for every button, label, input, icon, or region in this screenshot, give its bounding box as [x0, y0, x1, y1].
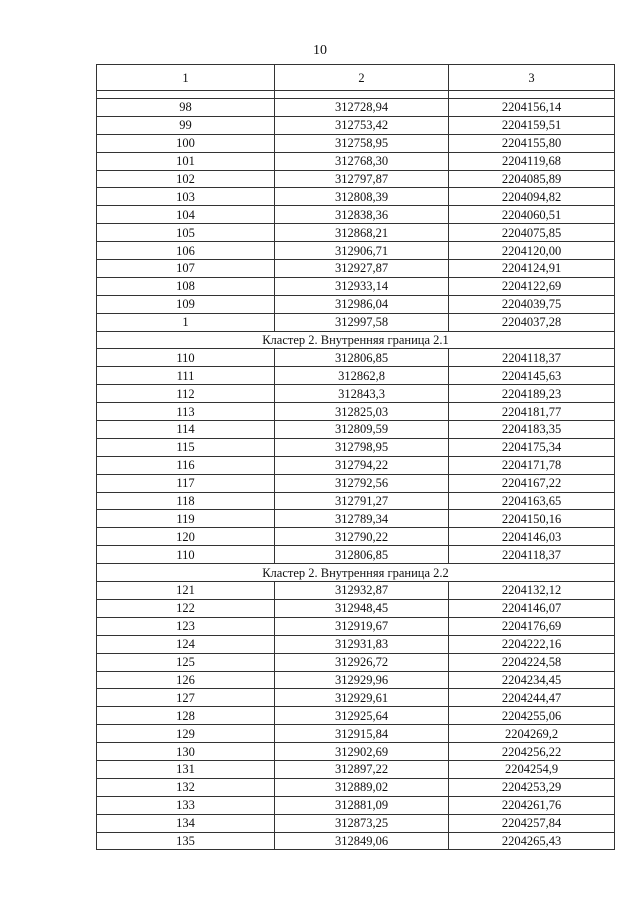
table-row [97, 385, 615, 403]
y-coordinate-cell: 2204075,85 [449, 224, 615, 242]
x-coordinate-cell: 312881,09 [275, 796, 449, 814]
section-title: Кластер 2. Внутренняя граница 2.2 [97, 564, 615, 582]
point-number-cell: 115 [97, 438, 275, 456]
point-number-cell: 132 [97, 778, 275, 796]
x-coordinate-cell: 312986,04 [275, 295, 449, 313]
table-row [97, 438, 615, 456]
table-row [97, 295, 615, 313]
y-coordinate-cell: 2204176,69 [449, 617, 615, 635]
y-coordinate-cell: 2204119,68 [449, 152, 615, 170]
table-row [97, 170, 615, 188]
point-number-cell: 128 [97, 707, 275, 725]
point-number-cell: 104 [97, 206, 275, 224]
y-coordinate-cell: 2204150,16 [449, 510, 615, 528]
point-number-cell: 125 [97, 653, 275, 671]
point-number-cell: 107 [97, 260, 275, 278]
spacer-cell [275, 91, 449, 99]
x-coordinate-cell: 312862,8 [275, 367, 449, 385]
table-row [97, 474, 615, 492]
section-title: Кластер 2. Внутренняя граница 2.1 [97, 331, 615, 349]
x-coordinate-cell: 312897,22 [275, 760, 449, 778]
y-coordinate-cell: 2204118,37 [449, 546, 615, 564]
y-coordinate-cell: 2204224,58 [449, 653, 615, 671]
y-coordinate-cell: 2204234,45 [449, 671, 615, 689]
point-number-cell: 127 [97, 689, 275, 707]
y-coordinate-cell: 2204156,14 [449, 99, 615, 117]
point-number-cell: 126 [97, 671, 275, 689]
table-row [97, 725, 615, 743]
x-coordinate-cell: 312925,64 [275, 707, 449, 725]
x-coordinate-cell: 312873,25 [275, 814, 449, 832]
table-row [97, 99, 615, 117]
table-row [97, 832, 615, 850]
y-coordinate-cell: 2204265,43 [449, 832, 615, 850]
x-coordinate-cell: 312806,85 [275, 546, 449, 564]
section-title-row [97, 331, 615, 349]
x-coordinate-cell: 312906,71 [275, 242, 449, 260]
y-coordinate-cell: 2204175,34 [449, 438, 615, 456]
x-coordinate-cell: 312931,83 [275, 635, 449, 653]
x-coordinate-cell: 312758,95 [275, 134, 449, 152]
table-row [97, 206, 615, 224]
y-coordinate-cell: 2204155,80 [449, 134, 615, 152]
x-coordinate-cell: 312929,96 [275, 671, 449, 689]
point-number-cell: 116 [97, 456, 275, 474]
table-row [97, 492, 615, 510]
table-row [97, 671, 615, 689]
x-coordinate-cell: 312728,94 [275, 99, 449, 117]
point-number-cell: 1 [97, 313, 275, 331]
section-title-row [97, 564, 615, 582]
table-row [97, 152, 615, 170]
y-coordinate-cell: 2204146,07 [449, 599, 615, 617]
point-number-cell: 103 [97, 188, 275, 206]
y-coordinate-cell: 2204222,16 [449, 635, 615, 653]
y-coordinate-cell: 2204255,06 [449, 707, 615, 725]
point-number-cell: 98 [97, 99, 275, 117]
y-coordinate-cell: 2204120,00 [449, 242, 615, 260]
y-coordinate-cell: 2204256,22 [449, 743, 615, 761]
point-number-cell: 106 [97, 242, 275, 260]
x-coordinate-cell: 312768,30 [275, 152, 449, 170]
x-coordinate-cell: 312753,42 [275, 116, 449, 134]
y-coordinate-cell: 2204171,78 [449, 456, 615, 474]
x-coordinate-cell: 312806,85 [275, 349, 449, 367]
table-row [97, 367, 615, 385]
y-coordinate-cell: 2204261,76 [449, 796, 615, 814]
table-row [97, 689, 615, 707]
table-row [97, 743, 615, 761]
x-coordinate-cell: 312933,14 [275, 277, 449, 295]
x-coordinate-cell: 312932,87 [275, 582, 449, 600]
x-coordinate-cell: 312798,95 [275, 438, 449, 456]
point-number-cell: 100 [97, 134, 275, 152]
coordinates-table [96, 64, 615, 850]
x-coordinate-cell: 312808,39 [275, 188, 449, 206]
table-row [97, 188, 615, 206]
column-header-y: 3 [449, 65, 615, 91]
y-coordinate-cell: 2204145,63 [449, 367, 615, 385]
x-coordinate-cell: 312843,3 [275, 385, 449, 403]
point-number-cell: 134 [97, 814, 275, 832]
table-row [97, 116, 615, 134]
point-number-cell: 109 [97, 295, 275, 313]
y-coordinate-cell: 2204060,51 [449, 206, 615, 224]
table-row [97, 814, 615, 832]
table-row [97, 707, 615, 725]
table-row [97, 349, 615, 367]
point-number-cell: 130 [97, 743, 275, 761]
point-number-cell: 120 [97, 528, 275, 546]
x-coordinate-cell: 312789,34 [275, 510, 449, 528]
x-coordinate-cell: 312794,22 [275, 456, 449, 474]
table-row [97, 635, 615, 653]
y-coordinate-cell: 2204039,75 [449, 295, 615, 313]
y-coordinate-cell: 2204159,51 [449, 116, 615, 134]
point-number-cell: 111 [97, 367, 275, 385]
spacer-cell [449, 91, 615, 99]
x-coordinate-cell: 312825,03 [275, 403, 449, 421]
y-coordinate-cell: 2204037,28 [449, 313, 615, 331]
x-coordinate-cell: 312868,21 [275, 224, 449, 242]
table-row [97, 778, 615, 796]
x-coordinate-cell: 312948,45 [275, 599, 449, 617]
table-header-row [97, 65, 615, 91]
point-number-cell: 99 [97, 116, 275, 134]
point-number-cell: 118 [97, 492, 275, 510]
point-number-cell: 101 [97, 152, 275, 170]
y-coordinate-cell: 2204257,84 [449, 814, 615, 832]
point-number-cell: 110 [97, 349, 275, 367]
point-number-cell: 112 [97, 385, 275, 403]
y-coordinate-cell: 2204254,9 [449, 760, 615, 778]
x-coordinate-cell: 312790,22 [275, 528, 449, 546]
x-coordinate-cell: 312997,58 [275, 313, 449, 331]
point-number-cell: 129 [97, 725, 275, 743]
table-row [97, 224, 615, 242]
y-coordinate-cell: 2204189,23 [449, 385, 615, 403]
table-row [97, 760, 615, 778]
point-number-cell: 123 [97, 617, 275, 635]
spacer-cell [97, 91, 275, 99]
column-header-x: 2 [275, 65, 449, 91]
x-coordinate-cell: 312792,56 [275, 474, 449, 492]
point-number-cell: 113 [97, 403, 275, 421]
point-number-cell: 102 [97, 170, 275, 188]
x-coordinate-cell: 312919,67 [275, 617, 449, 635]
x-coordinate-cell: 312927,87 [275, 260, 449, 278]
point-number-cell: 108 [97, 277, 275, 295]
point-number-cell: 121 [97, 582, 275, 600]
point-number-cell: 117 [97, 474, 275, 492]
table-row [97, 599, 615, 617]
table-row [97, 582, 615, 600]
table-row [97, 617, 615, 635]
point-number-cell: 122 [97, 599, 275, 617]
table-row [97, 456, 615, 474]
table-row [97, 653, 615, 671]
point-number-cell: 124 [97, 635, 275, 653]
y-coordinate-cell: 2204183,35 [449, 421, 615, 439]
x-coordinate-cell: 312929,61 [275, 689, 449, 707]
x-coordinate-cell: 312902,69 [275, 743, 449, 761]
table-row [97, 134, 615, 152]
point-number-cell: 135 [97, 832, 275, 850]
y-coordinate-cell: 2204146,03 [449, 528, 615, 546]
table-row [97, 242, 615, 260]
y-coordinate-cell: 2204244,47 [449, 689, 615, 707]
x-coordinate-cell: 312915,84 [275, 725, 449, 743]
y-coordinate-cell: 2204253,29 [449, 778, 615, 796]
table-row [97, 528, 615, 546]
y-coordinate-cell: 2204167,22 [449, 474, 615, 492]
point-number-cell: 133 [97, 796, 275, 814]
table-row [97, 546, 615, 564]
coordinates-table-body [97, 65, 615, 850]
y-coordinate-cell: 2204122,69 [449, 277, 615, 295]
table-row [97, 421, 615, 439]
x-coordinate-cell: 312797,87 [275, 170, 449, 188]
point-number-cell: 110 [97, 546, 275, 564]
x-coordinate-cell: 312838,36 [275, 206, 449, 224]
y-coordinate-cell: 2204269,2 [449, 725, 615, 743]
y-coordinate-cell: 2204124,91 [449, 260, 615, 278]
column-header-point: 1 [97, 65, 275, 91]
x-coordinate-cell: 312926,72 [275, 653, 449, 671]
page-number: 10 [313, 43, 327, 58]
table-row [97, 277, 615, 295]
x-coordinate-cell: 312809,59 [275, 421, 449, 439]
y-coordinate-cell: 2204094,82 [449, 188, 615, 206]
table-row [97, 260, 615, 278]
x-coordinate-cell: 312889,02 [275, 778, 449, 796]
y-coordinate-cell: 2204132,12 [449, 582, 615, 600]
y-coordinate-cell: 2204085,89 [449, 170, 615, 188]
point-number-cell: 119 [97, 510, 275, 528]
y-coordinate-cell: 2204181,77 [449, 403, 615, 421]
table-row [97, 796, 615, 814]
point-number-cell: 105 [97, 224, 275, 242]
point-number-cell: 131 [97, 760, 275, 778]
table-row [97, 313, 615, 331]
table-row [97, 510, 615, 528]
table-row [97, 403, 615, 421]
x-coordinate-cell: 312849,06 [275, 832, 449, 850]
y-coordinate-cell: 2204163,65 [449, 492, 615, 510]
header-spacer-row [97, 91, 615, 99]
y-coordinate-cell: 2204118,37 [449, 349, 615, 367]
x-coordinate-cell: 312791,27 [275, 492, 449, 510]
point-number-cell: 114 [97, 421, 275, 439]
